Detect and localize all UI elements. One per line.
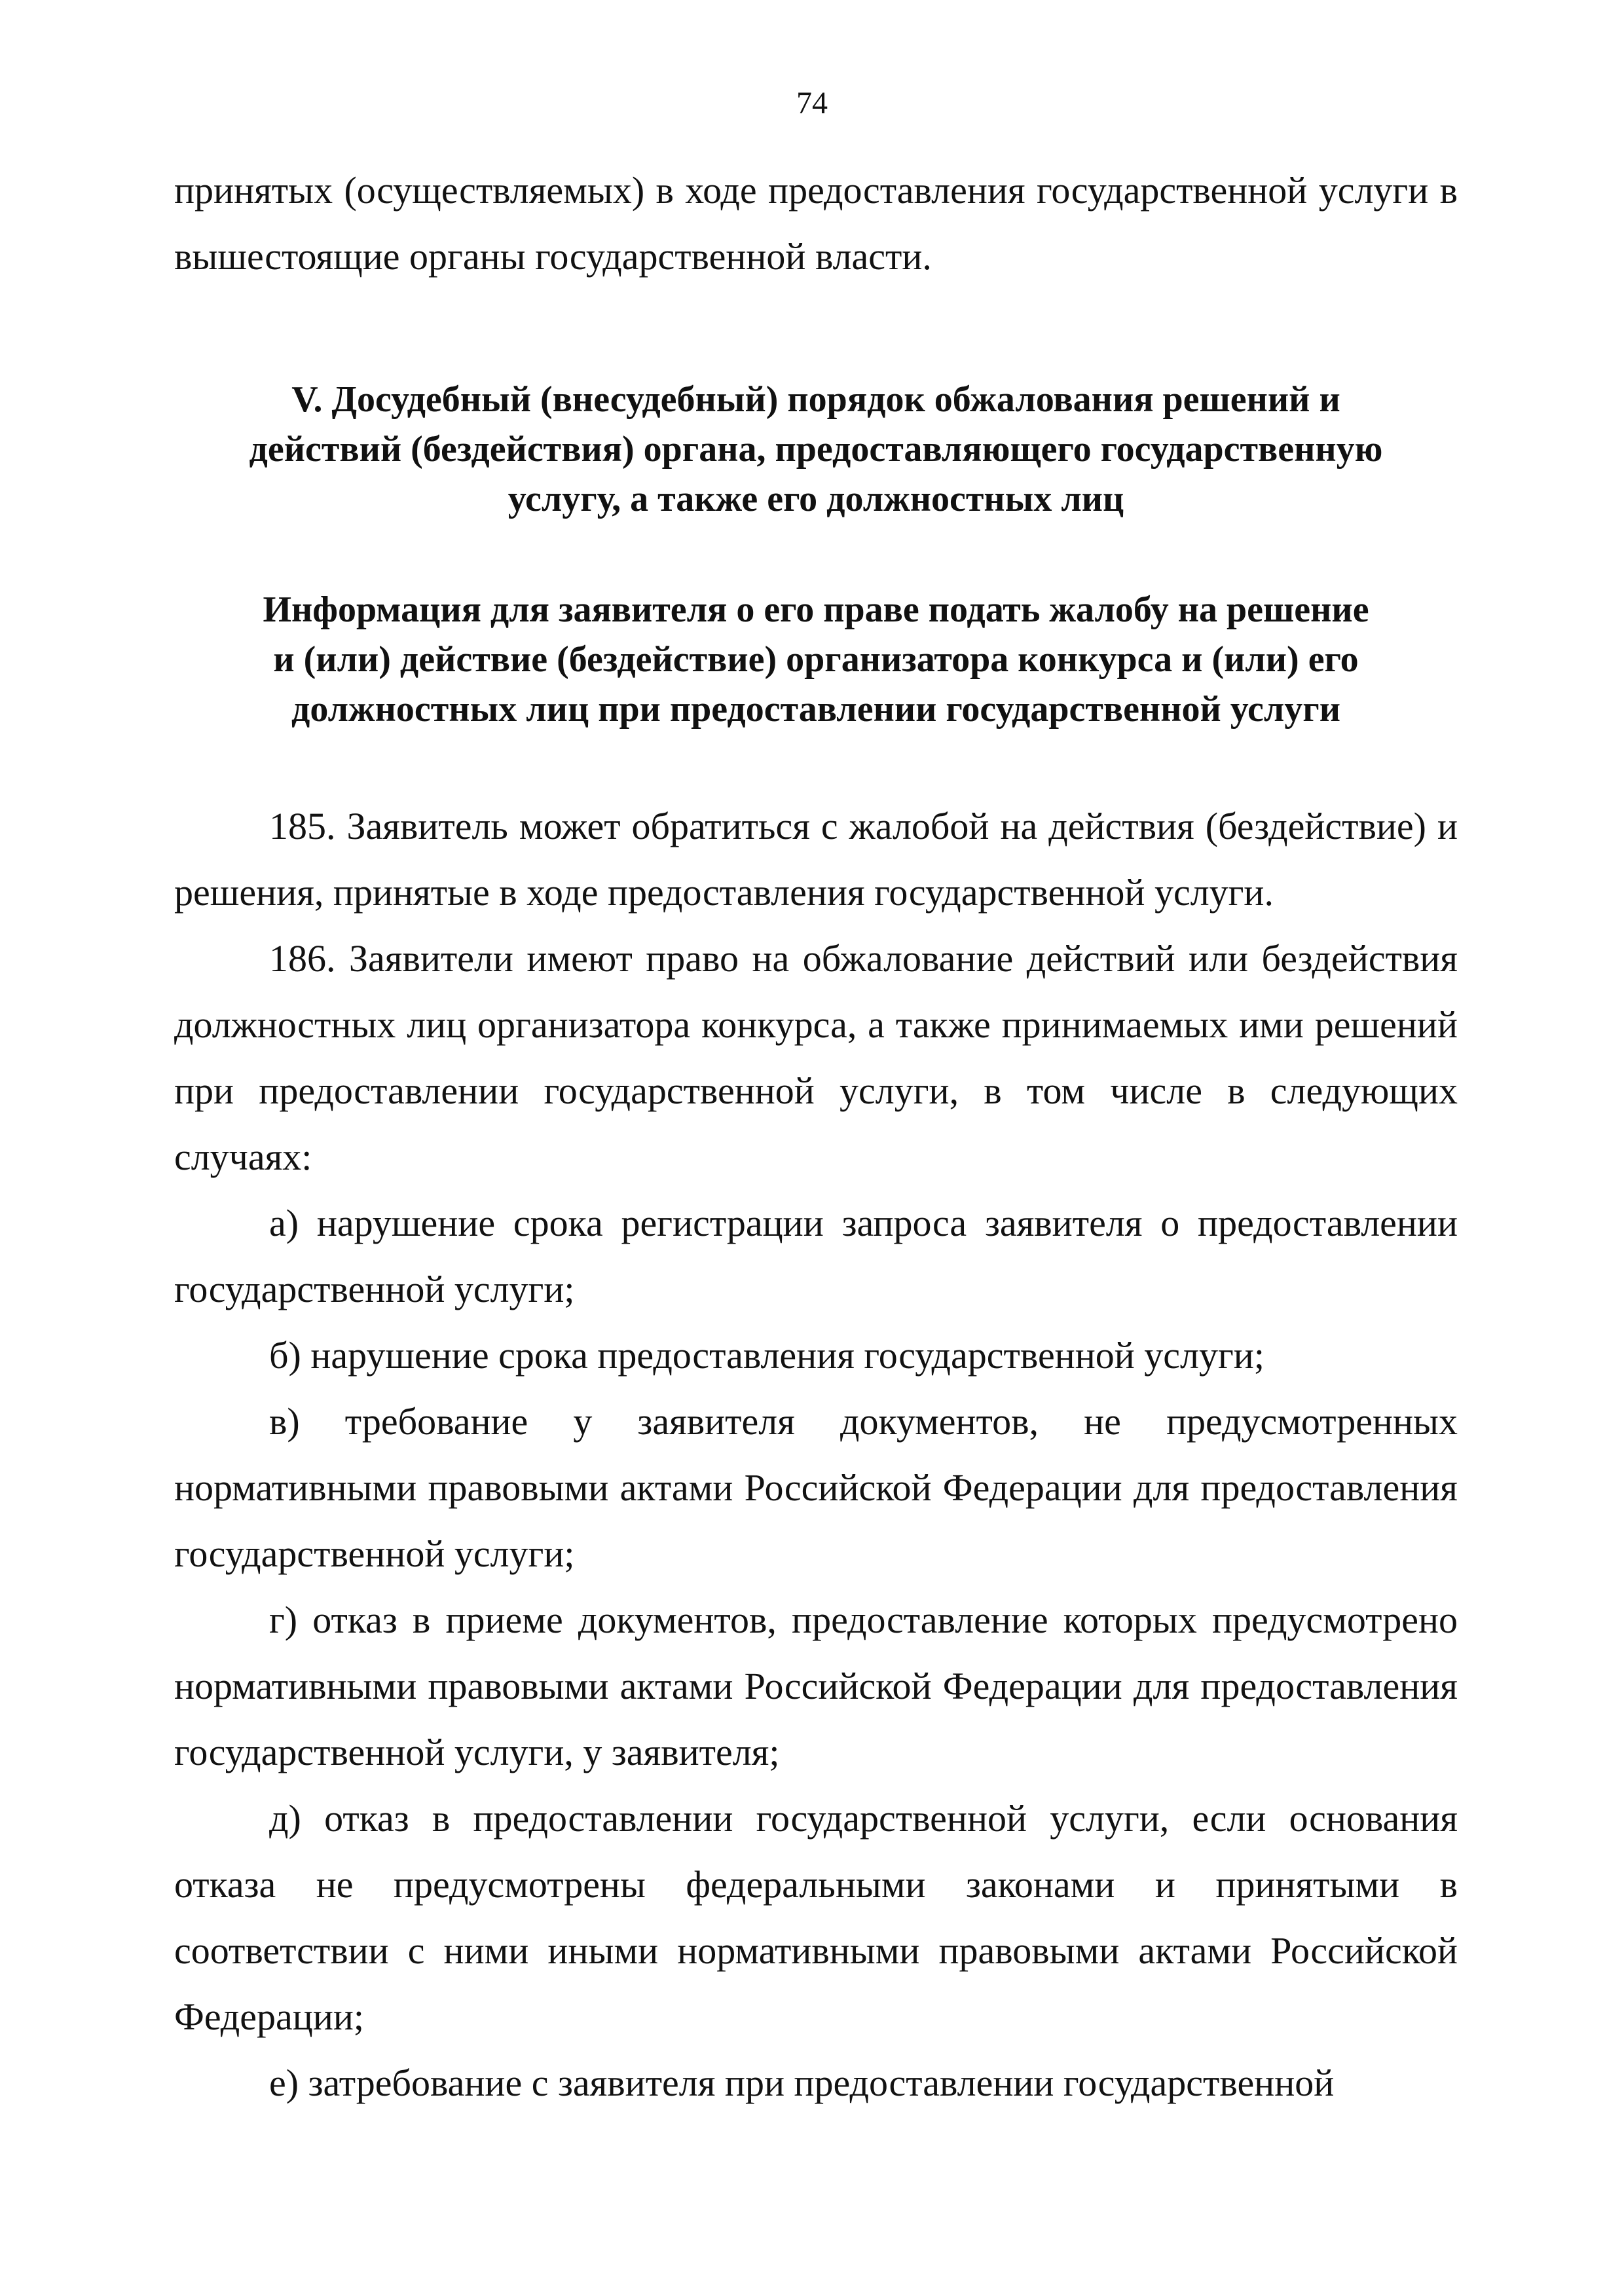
- subsection-heading: [174, 585, 1458, 734]
- list-item-g: [174, 1587, 1458, 1785]
- list-item-marker: б): [269, 1334, 311, 1377]
- list-item-text: требование у заявителя документов, не предусмотренных нормативными правовыми актами Российской Федерации для предоставления государственной услуги;: [174, 1400, 1458, 1575]
- section-heading-line: услугу, а также его должностных лиц: [507, 479, 1124, 519]
- list-item-v: [174, 1388, 1458, 1587]
- paragraph-marker: 186.: [269, 937, 349, 980]
- paragraph-list: [174, 793, 1458, 2116]
- list-item-marker: в): [269, 1400, 345, 1443]
- list-item-text: отказ в предоставлении государственной услуги, если основания отказа не предусмотрены федеральными законами и принятыми в соответствии с ними иными нормативными правовыми актами Российской Федерации;: [174, 1797, 1458, 2038]
- paragraph-text: Заявитель может обратиться с жалобой на действия (бездействие) и решения, принятые в ходе предоставления государственной услуги.: [174, 805, 1458, 914]
- list-item-marker: д): [269, 1797, 325, 1840]
- paragraph-marker: 185.: [269, 805, 347, 847]
- subsection-heading-line: и (или) действие (бездействие) организатора конкурса и (или) его: [273, 639, 1359, 680]
- section-heading-line: действий (бездействия) органа, предоставляющего государственную: [249, 429, 1383, 470]
- list-item-text: отказ в приеме документов, предоставление которых предусмотрено нормативными правовыми актами Российской Федерации для предоставления государственной услуги, у заявителя;: [174, 1599, 1458, 1773]
- list-item-a: [174, 1190, 1458, 1322]
- list-item-text: нарушение срока предоставления государственной услуги;: [310, 1334, 1264, 1377]
- subsection-heading-line: должностных лиц при предоставлении государственной услуги: [291, 689, 1340, 730]
- list-item-text: нарушение срока регистрации запроса заявителя о предоставлении государственной услуги;: [174, 1202, 1458, 1310]
- paragraph-text: Заявители имеют право на обжалование действий или бездействия должностных лиц организатора конкурса, а также принимаемых ими решений при предоставлении государственной услуги, в том числе в следующих случаях:: [174, 937, 1458, 1178]
- list-item-text: затребование с заявителя при предоставлении государственной: [308, 2062, 1335, 2104]
- subsection-heading-line: Информация для заявителя о его праве подать жалобу на решение: [263, 589, 1369, 630]
- list-item-marker: а): [269, 1202, 317, 1244]
- list-item-marker: г): [269, 1599, 313, 1641]
- paragraph-186: [174, 925, 1458, 1190]
- list-item-e: [174, 2050, 1458, 2116]
- list-item-marker: е): [269, 2062, 308, 2104]
- page-number: 74: [796, 86, 828, 120]
- continuation-text: принятых (осуществляемых) в ходе предоставления государственной услуги в вышестоящие органы государственной власти.: [174, 169, 1458, 278]
- paragraph-185: [174, 793, 1458, 925]
- section-heading-line: V. Досудебный (внесудебный) порядок обжалования решений и: [291, 379, 1340, 420]
- section-heading: [174, 375, 1458, 524]
- continuation-paragraph: [174, 157, 1458, 289]
- list-item-b: [174, 1322, 1458, 1388]
- list-item-d: [174, 1785, 1458, 2050]
